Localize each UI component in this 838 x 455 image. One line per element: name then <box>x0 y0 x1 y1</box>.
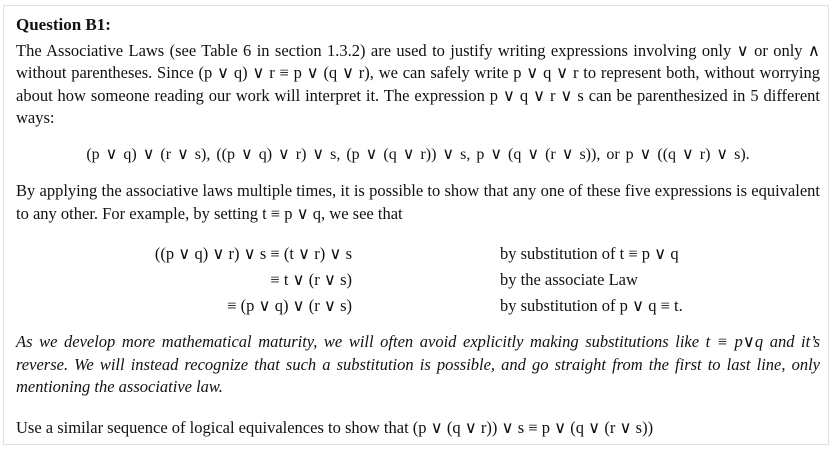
question-card <box>3 5 829 445</box>
task-paragraph: Use a similar sequence of logical equivalences to show that (p ∨ (q ∨ r)) ∨ s ≡ p ∨ (q ∨ (r ∨ s)) <box>16 417 654 437</box>
question-content <box>16 14 820 439</box>
derivation-expression: ≡ t ∨ (r ∨ s) <box>270 269 352 289</box>
parenthesizations-display: (p ∨ q) ∨ (r ∨ s), ((p ∨ q) ∨ r) ∨ s, (p ∨ (q ∨ r)) ∨ s, p ∨ (q ∨ (r ∨ s)), or p ∨ ((q ∨ r) ∨ s). <box>86 145 750 163</box>
derivation-justification: by the associate Law <box>500 269 638 289</box>
derivation-expression: ≡ (p ∨ q) ∨ (r ∨ s) <box>227 295 352 315</box>
question-title: Question B1: <box>16 15 111 34</box>
remark-paragraph: As we develop more mathematical maturity, we will often avoid explicitly making substitutions like t ≡ p∨q and it’s reverse. We will instead recognize that such a substitution is possible, and go straight from the first to last line, only mentioning the associative law. <box>16 332 820 396</box>
intro-paragraph: The Associative Laws (see Table 6 in section 1.3.2) are used to justify writing expressions involving only ∨ or only ∧ without parentheses. Since (p ∨ q) ∨ r ≡ p ∨ (q ∨ r), we can safely write p ∨ q ∨ r to represent both, without worrying about how someone reading our work will interpret it. The expression p ∨ q ∨ r ∨ s can be parenthesized in 5 different ways: <box>16 40 820 127</box>
derivation-block <box>16 241 820 319</box>
explanation-paragraph: By applying the associative laws multiple times, it is possible to show that any one of these five expressions is equivalent to any other. For example, by setting t ≡ p ∨ q, we see that <box>16 181 820 223</box>
derivation-row <box>16 293 820 319</box>
derivation-expression: ((p ∨ q) ∨ r) ∨ s ≡ (t ∨ r) ∨ s <box>154 243 352 263</box>
derivation-row <box>16 267 820 293</box>
derivation-row <box>16 241 820 267</box>
derivation-justification: by substitution of t ≡ p ∨ q <box>500 243 679 263</box>
derivation-justification: by substitution of p ∨ q ≡ t. <box>500 295 683 315</box>
